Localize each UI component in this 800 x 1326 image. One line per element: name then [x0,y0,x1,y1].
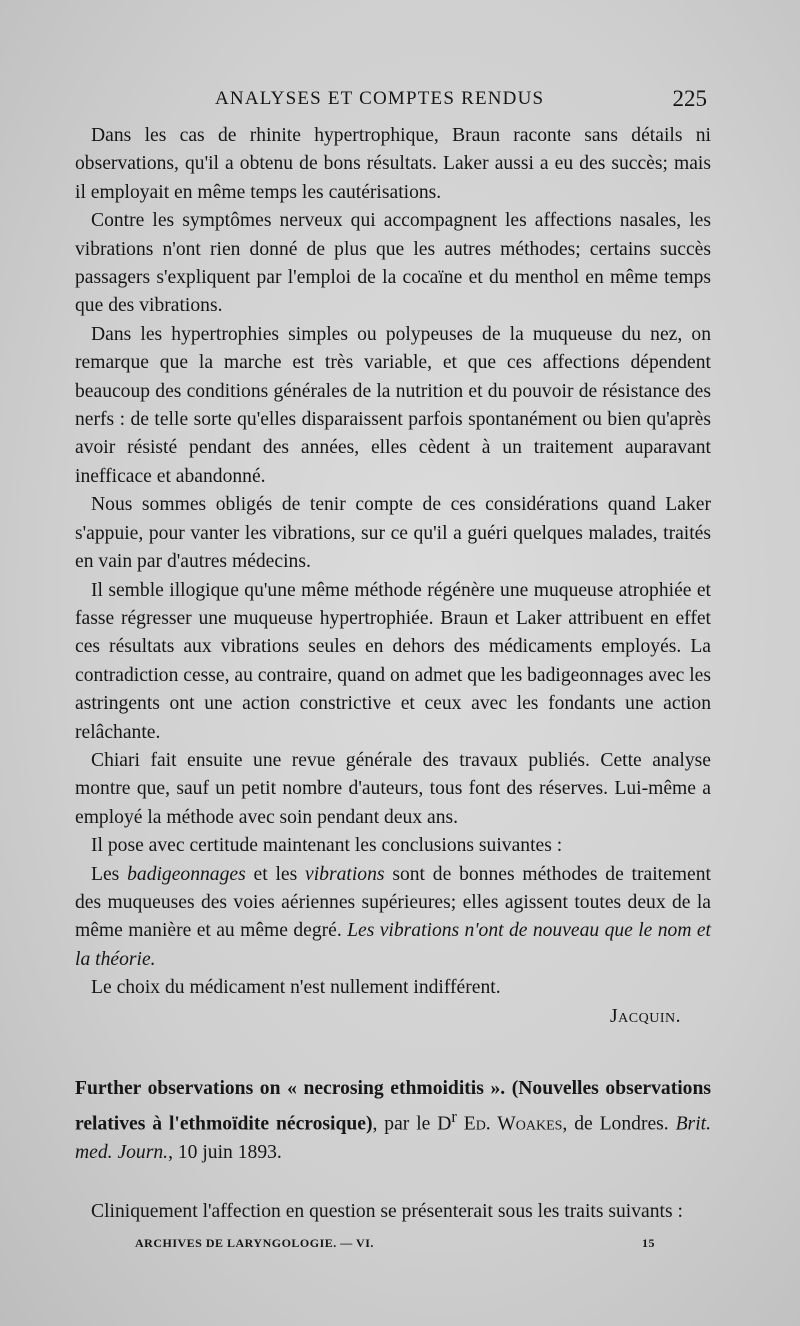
page-number: 225 [672,86,707,111]
review-author: Ed. Woakes [456,1113,563,1135]
review-heading [75,1075,711,1168]
running-title: ANALYSES ET COMPTES RENDUS [215,88,545,109]
page-header [75,86,711,116]
conclusion-text-a: Les [91,863,128,885]
paragraph-4: Nous sommes obligés de tenir compte de ces considérations quand Laker s'appuie, pour vanter les vibrations, sur ce qu'il a guéri quelques malades, traités en vain par d'autres médecins. [75,494,711,573]
section-gap [75,1031,711,1075]
paragraph-7: Il pose avec certitude maintenant les conclusions suivantes : [91,835,563,857]
page-footer [135,1236,655,1256]
footer-journal-volume: ARCHIVES DE LARYNGOLOGIE. — VI. [135,1236,374,1250]
doctor-superscript: r [451,1107,457,1127]
conclusion-italic-statement: Les vibrations n'ont de nouveau que le nom et la théorie. [75,920,711,970]
paragraph-1: Dans les cas de rhinite hypertrophique, Braun raconte sans détails ni observations, qu'il a obtenu de bons résultats. Laker aussi a eu des succès; mais il employait en même temps les cautérisations. [75,125,711,203]
journal-name: Brit. med. Journ. [75,1113,711,1164]
journal-date: , 10 juin 1893. [168,1142,282,1164]
review-title-bold: Further observations on « necrosing ethmoiditis ». (Nouvelles observations relatives à l'ethmoïdite nécrosique) [75,1078,711,1135]
badigeonnages-term: badigeonnages [127,863,246,885]
paragraph-5: Il semble illogique qu'une même méthode régénère une muqueuse atrophiée et fasse régresser une muqueuse hypertrophiée. Braun et Laker attribuent en effet ces résultats aux vibrations seules en dehors des médicaments employés. La contradiction cesse, au contraire, quand on admet que les badigeonnages avec les astringents ont une action constrictive et ceux avec les fondants une action relâchante. [75,579,712,743]
section-gap-2 [75,1168,711,1198]
paragraph-6: Chiari fait ensuite une revue générale des travaux publiés. Cette analyse montre que, sauf un petit nombre d'auteurs, tous font des réserves. Lui-même a employé la méthode avec soin pendant deux ans. [75,749,711,828]
conclusion-text-e: sont de bonnes méthodes de traitement des muqueuses des voies aériennes supérieures; elles agissent toutes deux de la même manière et au même degré. [75,863,711,942]
footer-signature-mark: 15 [642,1236,655,1250]
vibrations-term: vibrations [305,863,385,885]
author-signature: Jacquin. [610,1005,681,1027]
conclusion-paragraph-1 [75,861,711,975]
paragraph-3: Dans les hypertrophies simples ou polypeuses de la muqueuse du nez, on remarque que la marche est très variable, et que ces affections dépendent beaucoup des conditions générales de la nutrition et du pouvoir de résistance des nerfs : de telle sorte qu'elles disparaissent parfois spontanément ou bien qu'après avoir résisté pendant des années, elles cèdent à un traitement auparavant inefficace et abandonné. [75,323,711,487]
review-first-paragraph: Cliniquement l'affection en question se présenterait sous les traits suivants : [91,1200,683,1222]
conclusion-text-c: et les [245,863,306,885]
paragraph-2: Contre les symptômes nerveux qui accompagnent les affections nasales, les vibrations n'ont rien donné de plus que les autres méthodes; certains succès passagers s'expliquent par l'emploi de la cocaïne et du menthol en même temps que des vibrations. [75,210,711,317]
conclusion-paragraph-2: Le choix du médicament n'est nullement indifférent. [91,977,501,999]
review-title-location: , de Londres. [562,1113,676,1135]
body-text [75,122,711,1226]
review-title-par: , par le D [372,1113,452,1135]
